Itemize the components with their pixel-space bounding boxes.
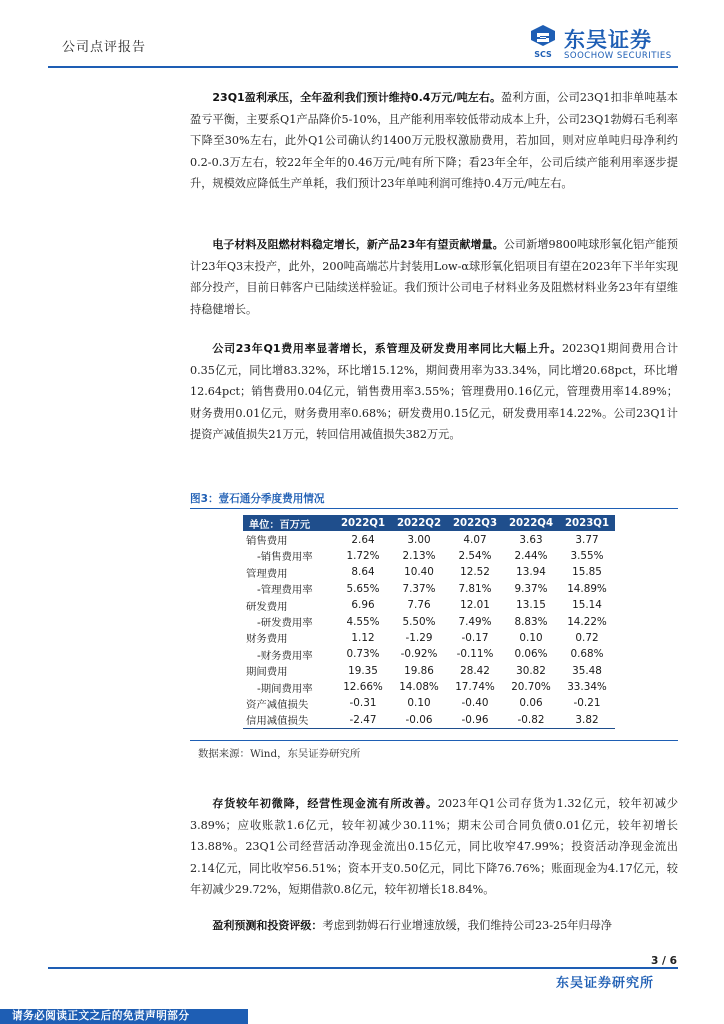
- table-cell: -0.82: [503, 712, 559, 728]
- table-cell: 14.89%: [567, 582, 607, 595]
- table-cell: -0.96: [447, 712, 503, 728]
- table-cell: 5.65%: [346, 582, 380, 595]
- row-label: 管理费用: [246, 567, 288, 580]
- table-cell: 4.55%: [346, 615, 380, 628]
- row-label: -财务费用率: [257, 649, 313, 662]
- table-header-col: 2022Q2: [391, 515, 447, 531]
- table-row: [243, 646, 615, 662]
- paragraph-body: 2023Q1期间费用合计0.35亿元，同比增83.32%，环比增15.12%，期间费用率为33.34%，同比增20.68pct，环比增12.64pct；销售费用0.04亿元，销售费用率3.55%；管理费用0.16亿元，管理费用率14.89%；财务费用0.01亿元，财务费用率0.68%；研发费用0.15亿元，研发费用率14.22%。公司23Q1计提资产减值损失21万元，转回信用减值损失382万元。: [190, 342, 679, 441]
- table-cell: -2.47: [335, 712, 391, 728]
- figure-top-rule: [190, 508, 678, 509]
- table-body: [243, 531, 615, 728]
- table-header-row: [243, 515, 615, 531]
- paragraph-heading: 电子材料及阻燃材料稳定增长，新产品23年有望贡献增量。: [212, 238, 504, 251]
- table-cell: 7.76: [407, 599, 431, 612]
- table-cell: 30.82: [516, 664, 546, 677]
- table-cell: -0.21: [573, 697, 601, 710]
- table-cell: 14.08%: [399, 681, 439, 694]
- row-label: 销售费用: [246, 535, 288, 548]
- table-cell: 15.85: [572, 566, 602, 579]
- company-logo: [528, 22, 698, 64]
- table-cell: 19.35: [348, 664, 378, 677]
- logo-english-name: SOOCHOW SECURITIES: [564, 51, 672, 61]
- disclaimer-banner: [0, 1009, 248, 1024]
- table-cell: 33.34%: [567, 681, 607, 694]
- table-cell: 35.48: [572, 664, 602, 677]
- table-header-col: 2023Q1: [559, 515, 615, 531]
- table-cell: 7.81%: [458, 582, 492, 595]
- table-cell: 0.10: [519, 631, 543, 644]
- table-row: [243, 679, 615, 695]
- row-label: 研发费用: [246, 600, 288, 613]
- table-cell: 2.44%: [514, 549, 548, 562]
- table-cell: 12.52: [460, 566, 490, 579]
- row-label: -研发费用率: [257, 617, 313, 630]
- table-row: [243, 630, 615, 646]
- row-label: -销售费用率: [257, 551, 313, 564]
- table-cell: -0.92%: [400, 648, 438, 661]
- table-row: [243, 531, 615, 547]
- paragraph-body: 盈利方面，公司23Q1扣非单吨基本盈亏平衡，主要系Q1产品降价5-10%，且产能利用率较低带动成本上升，公司23Q1勃姆石毛利率下降至30%左右，此外Q1公司确认约1400万元股权激励费用，若加回，则对应单吨归母净利约0.2-0.3万左右，较22年全年的0.46万元/吨有所下降；看23年全年，公司后续产能利用率逐步提升，规模效应降低生产单耗，我们预计23年单吨利润可维持0.4万元/吨左右。: [190, 91, 678, 190]
- table-cell: 8.83%: [514, 615, 548, 628]
- table-cell: 3.82: [559, 712, 615, 728]
- row-label: -期间费用率: [257, 682, 313, 695]
- soochow-logo-icon: [528, 24, 558, 62]
- paragraph-body: 2023年Q1公司存货为1.32亿元，较年初减少3.89%；应收账款1.6亿元，较年初减少30.11%；期末公司合同负债0.01亿元，较年初增长13.88%。23Q1公司经营活动净现金流出0.15亿元，同比收窄47.99%；投资活动净现金流出2.14亿元，同比收窄56.51%；资本开支0.50亿元，同比下降76.76%；账面现金为4.17亿元，较年初减少29.72%，短期借款0.8亿元，较年初增长18.84%。: [190, 797, 679, 896]
- table-cell: 13.94: [516, 566, 546, 579]
- table-cell: 0.06%: [514, 648, 548, 661]
- table-header-col: 2022Q1: [335, 515, 391, 531]
- table-row: [243, 695, 615, 711]
- table-cell: -0.06: [391, 712, 447, 728]
- paragraph-heading: 公司23年Q1费用率显著增长，系管理及研发费用率同比大幅上升。: [212, 342, 562, 355]
- table-row: [243, 613, 615, 629]
- paragraph-body: 公司新增9800吨球形氧化铝产能预计23年Q3末投产，此外，200吨高端芯片封装用Low-α球形氧化铝项目有望在2023年下半年实现部分投产，目前日韩客户已陆续送样验证。我们预计公司电子材料业务及阻燃材料业务23年有望维持稳健增长。: [190, 238, 678, 316]
- table-cell: 2.64: [351, 533, 375, 546]
- expense-table: [243, 515, 615, 729]
- table-cell: 1.72%: [346, 549, 380, 562]
- table-cell: 14.22%: [567, 615, 607, 628]
- paragraph-inventory: [190, 793, 678, 901]
- table-cell: -0.31: [349, 697, 377, 710]
- table-cell: 8.64: [351, 566, 375, 579]
- table-cell: 10.40: [404, 566, 434, 579]
- footer-divider: [48, 967, 678, 969]
- paragraph-expenses: [190, 338, 678, 446]
- footer-institute: 东吴证券研究所: [556, 976, 655, 991]
- paragraph-heading: 存货较年初微降，经营性现金流有所改善。: [212, 797, 438, 810]
- table-cell: 20.70%: [511, 681, 551, 694]
- figure-source: 数据来源：Wind，东吴证券研究所: [198, 748, 361, 760]
- table-row: [243, 597, 615, 613]
- table-cell: 3.63: [519, 533, 543, 546]
- table-cell: 28.42: [460, 664, 490, 677]
- table-cell: 7.49%: [458, 615, 492, 628]
- logo-chinese-name: 东吴证券: [564, 28, 652, 52]
- table-cell: 0.68%: [570, 648, 604, 661]
- table-cell: 2.54%: [458, 549, 492, 562]
- table-cell: 19.86: [404, 664, 434, 677]
- table-row: [243, 712, 615, 728]
- table-cell: 12.66%: [343, 681, 383, 694]
- table-header-unit: 单位：百万元: [243, 515, 335, 531]
- table-cell: 0.72: [575, 631, 599, 644]
- table-cell: 15.14: [572, 599, 602, 612]
- table-cell: 2.13%: [402, 549, 436, 562]
- table-cell: 3.55%: [570, 549, 604, 562]
- table-cell: 0.73%: [346, 648, 380, 661]
- table-cell: 6.96: [351, 599, 375, 612]
- header-divider: [48, 66, 678, 68]
- paragraph-body: 考虑到勃姆石行业增速放缓，我们维持公司23-25年归母净: [322, 919, 612, 932]
- table-cell: 9.37%: [514, 582, 548, 595]
- table-row: [243, 564, 615, 580]
- table-cell: 3.00: [407, 533, 431, 546]
- logo-mark-text: SCS: [534, 50, 552, 59]
- row-label: 信用减值损失: [243, 712, 335, 728]
- paragraph-profit: [190, 87, 678, 195]
- page-number: 3 / 6: [651, 955, 677, 967]
- paragraph-heading: 23Q1盈利承压，全年盈利我们预计维持0.4万元/吨左右。: [212, 91, 502, 104]
- row-label: -管理费用率: [257, 584, 313, 597]
- table-row: [243, 548, 615, 564]
- disclaimer-text: 请务必阅读正文之后的免责声明部分: [12, 1010, 190, 1022]
- table-cell: 0.10: [407, 697, 431, 710]
- table-cell: -0.40: [461, 697, 489, 710]
- table-cell: 17.74%: [455, 681, 495, 694]
- table-cell: 13.15: [516, 599, 546, 612]
- table-cell: -1.29: [405, 631, 433, 644]
- table-cell: 5.50%: [402, 615, 436, 628]
- row-label: 期间费用: [246, 666, 288, 679]
- table-row: [243, 581, 615, 597]
- paragraph-heading: 盈利预测和投资评级：: [212, 919, 323, 932]
- table-cell: 4.07: [463, 533, 487, 546]
- table-cell: 1.12: [351, 631, 375, 644]
- figure-caption: 图3：壹石通分季度费用情况: [190, 493, 325, 505]
- figure-bottom-rule: [190, 740, 678, 741]
- row-label: 财务费用: [246, 633, 288, 646]
- table-header-col: 2022Q4: [503, 515, 559, 531]
- table-cell: 3.77: [575, 533, 599, 546]
- table-cell: 7.37%: [402, 582, 436, 595]
- table-cell: 0.06: [519, 697, 543, 710]
- paragraph-forecast: [190, 915, 678, 937]
- table-cell: 12.01: [460, 599, 490, 612]
- report-type-label: 公司点评报告: [62, 40, 147, 55]
- table-cell: -0.11%: [456, 648, 494, 661]
- table-row: [243, 663, 615, 679]
- row-label: 资产减值损失: [246, 698, 309, 711]
- table-cell: -0.17: [461, 631, 489, 644]
- paragraph-materials: [190, 234, 678, 320]
- table-header-col: 2022Q3: [447, 515, 503, 531]
